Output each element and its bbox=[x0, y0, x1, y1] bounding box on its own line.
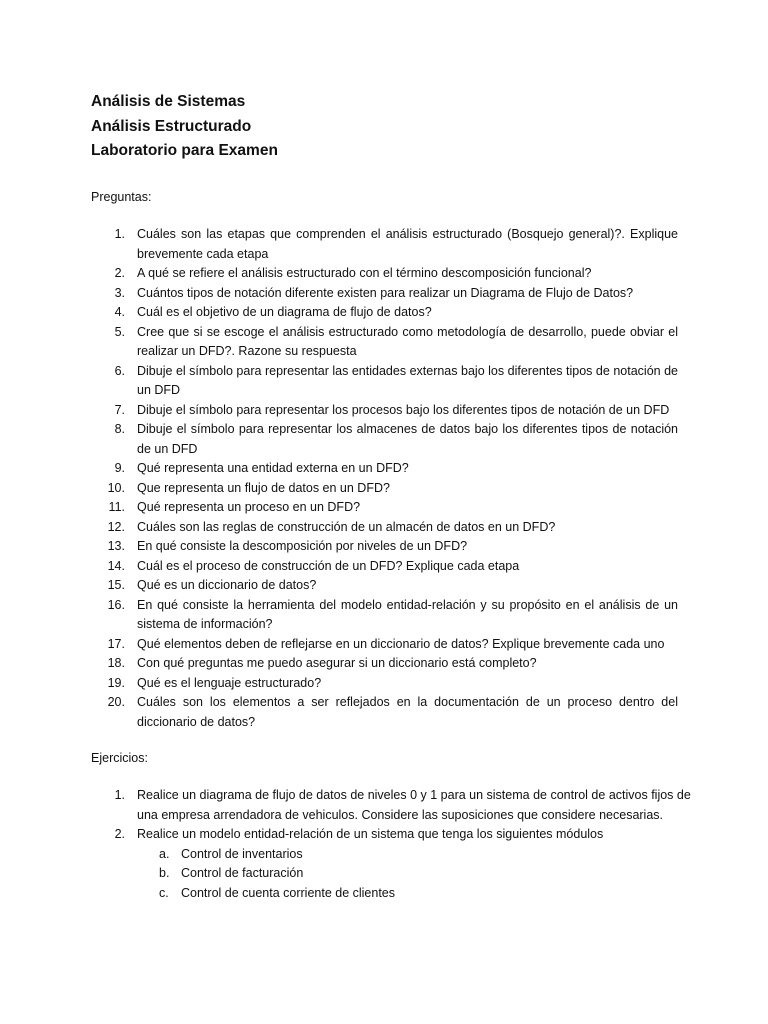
question-number: 8. bbox=[114, 422, 125, 436]
question-item bbox=[91, 498, 678, 518]
question-item bbox=[91, 362, 678, 401]
exercise-item bbox=[91, 825, 691, 903]
question-text: En qué consiste la herramienta del modelo entidad-relación y su propósito en el análisis de un sistema de información? bbox=[137, 597, 678, 631]
module-item bbox=[137, 845, 691, 865]
module-text: Control de cuenta corriente de clientes bbox=[181, 885, 396, 900]
question-text: Cuántos tipos de notación diferente existen para realizar un Diagrama de Flujo de Datos? bbox=[137, 285, 634, 300]
question-text: Qué es el lenguaje estructurado? bbox=[137, 675, 322, 690]
exercise-number: 1. bbox=[114, 788, 125, 802]
question-text: Cuáles son los elementos a ser reflejados en la documentación de un proceso dentro del diccionario de datos? bbox=[137, 695, 678, 729]
module-letter: b. bbox=[159, 866, 170, 880]
question-item bbox=[91, 264, 678, 284]
question-item bbox=[91, 654, 678, 674]
question-number: 6. bbox=[114, 363, 125, 378]
question-text: Con qué preguntas me puedo asegurar si un diccionario está completo? bbox=[137, 656, 537, 670]
question-text: Cree que si se escoge el análisis estructurado como metodología de desarrollo, puede obviar el realizar un DFD?. Razone su respuesta bbox=[137, 324, 678, 358]
question-number: 1. bbox=[114, 227, 125, 241]
question-number: 5. bbox=[114, 324, 125, 339]
module-text: Control de inventarios bbox=[181, 846, 303, 861]
question-item bbox=[91, 459, 678, 479]
question-item bbox=[91, 401, 678, 421]
question-text: Dibuje el símbolo para representar los almacenes de datos bajo los diferentes tipos de notación de un DFD bbox=[137, 422, 678, 456]
module-list bbox=[137, 845, 691, 904]
question-text: A qué se refiere el análisis estructurado con el término descomposición funcional? bbox=[137, 266, 592, 280]
question-item bbox=[91, 537, 678, 557]
course-title: Análisis de Sistemas bbox=[91, 93, 246, 110]
question-text: Dibuje el símbolo para representar los procesos bajo los diferentes tipos de notación de un DFD bbox=[137, 402, 670, 417]
question-text: Cuáles son las reglas de construcción de un almacén de datos en un DFD? bbox=[137, 519, 556, 534]
question-text: Cuál es el proceso de construcción de un DFD? Explique cada etapa bbox=[137, 558, 520, 573]
question-number: 4. bbox=[114, 305, 125, 319]
question-number: 7. bbox=[114, 402, 125, 417]
question-text: Dibuje el símbolo para representar las entidades externas bajo los diferentes tipos de notación de un DFD bbox=[137, 363, 678, 397]
question-text: Cuál es el objetivo de un diagrama de flujo de datos? bbox=[137, 305, 432, 319]
module-letter: c. bbox=[159, 885, 169, 900]
module-item bbox=[137, 864, 691, 884]
module-letter: a. bbox=[159, 846, 170, 861]
question-number: 9. bbox=[114, 461, 125, 475]
question-number: 20. bbox=[107, 695, 125, 709]
question-number: 14. bbox=[107, 558, 125, 573]
question-item bbox=[91, 674, 678, 694]
question-text: Qué representa una entidad externa en un DFD? bbox=[137, 461, 409, 475]
question-number: 15. bbox=[107, 578, 125, 592]
question-item bbox=[91, 596, 678, 635]
question-number: 16. bbox=[107, 597, 125, 612]
module-item bbox=[137, 884, 691, 904]
question-item bbox=[91, 557, 678, 577]
question-item bbox=[91, 635, 678, 655]
lab-title: Laboratorio para Examen bbox=[91, 142, 278, 159]
question-item bbox=[91, 576, 678, 596]
question-item bbox=[91, 303, 678, 323]
question-number: 3. bbox=[114, 285, 125, 300]
question-item bbox=[91, 323, 678, 362]
question-text: Qué es un diccionario de datos? bbox=[137, 578, 317, 592]
question-number: 2. bbox=[114, 266, 125, 280]
module-text: Control de facturación bbox=[181, 866, 304, 880]
question-item bbox=[91, 693, 678, 732]
exercises-heading: Ejercicios: bbox=[91, 751, 148, 765]
question-number: 12. bbox=[107, 519, 125, 534]
exercise-item bbox=[91, 786, 691, 825]
question-number: 18. bbox=[107, 656, 125, 670]
question-item bbox=[91, 284, 678, 304]
question-text: Qué elementos deben de reflejarse en un diccionario de datos? Explique brevemente cada uno bbox=[137, 636, 665, 651]
question-item bbox=[91, 225, 678, 264]
question-number: 10. bbox=[107, 480, 125, 495]
exercise-text: Realice un modelo entidad-relación de un sistema que tenga los siguientes módulos bbox=[137, 827, 604, 841]
exercise-number: 2. bbox=[114, 827, 125, 841]
questions-list bbox=[91, 225, 678, 732]
exercises-list bbox=[91, 786, 691, 903]
question-text: Qué representa un proceso en un DFD? bbox=[137, 500, 361, 514]
question-text: Cuáles son las etapas que comprenden el análisis estructurado (Bosquejo general)?. Explique brevemente cada etapa bbox=[137, 227, 678, 261]
question-text: Que representa un flujo de datos en un DFD? bbox=[137, 480, 390, 495]
document-header bbox=[91, 90, 278, 164]
question-item bbox=[91, 518, 678, 538]
topic-title: Análisis Estructurado bbox=[91, 117, 252, 135]
question-number: 11. bbox=[108, 500, 125, 514]
question-number: 17. bbox=[107, 636, 125, 651]
question-item bbox=[91, 420, 678, 459]
question-item bbox=[91, 479, 678, 499]
question-text: En qué consiste la descomposición por niveles de un DFD? bbox=[137, 539, 468, 553]
question-number: 13. bbox=[107, 539, 125, 553]
exercise-text: Realice un diagrama de flujo de datos de niveles 0 y 1 para un sistema de control de activos fijos de una empresa arrendadora de vehiculos. Considere las suposiciones que considere necesarias. bbox=[137, 788, 691, 822]
question-number: 19. bbox=[107, 675, 125, 690]
questions-heading: Preguntas: bbox=[91, 190, 152, 204]
